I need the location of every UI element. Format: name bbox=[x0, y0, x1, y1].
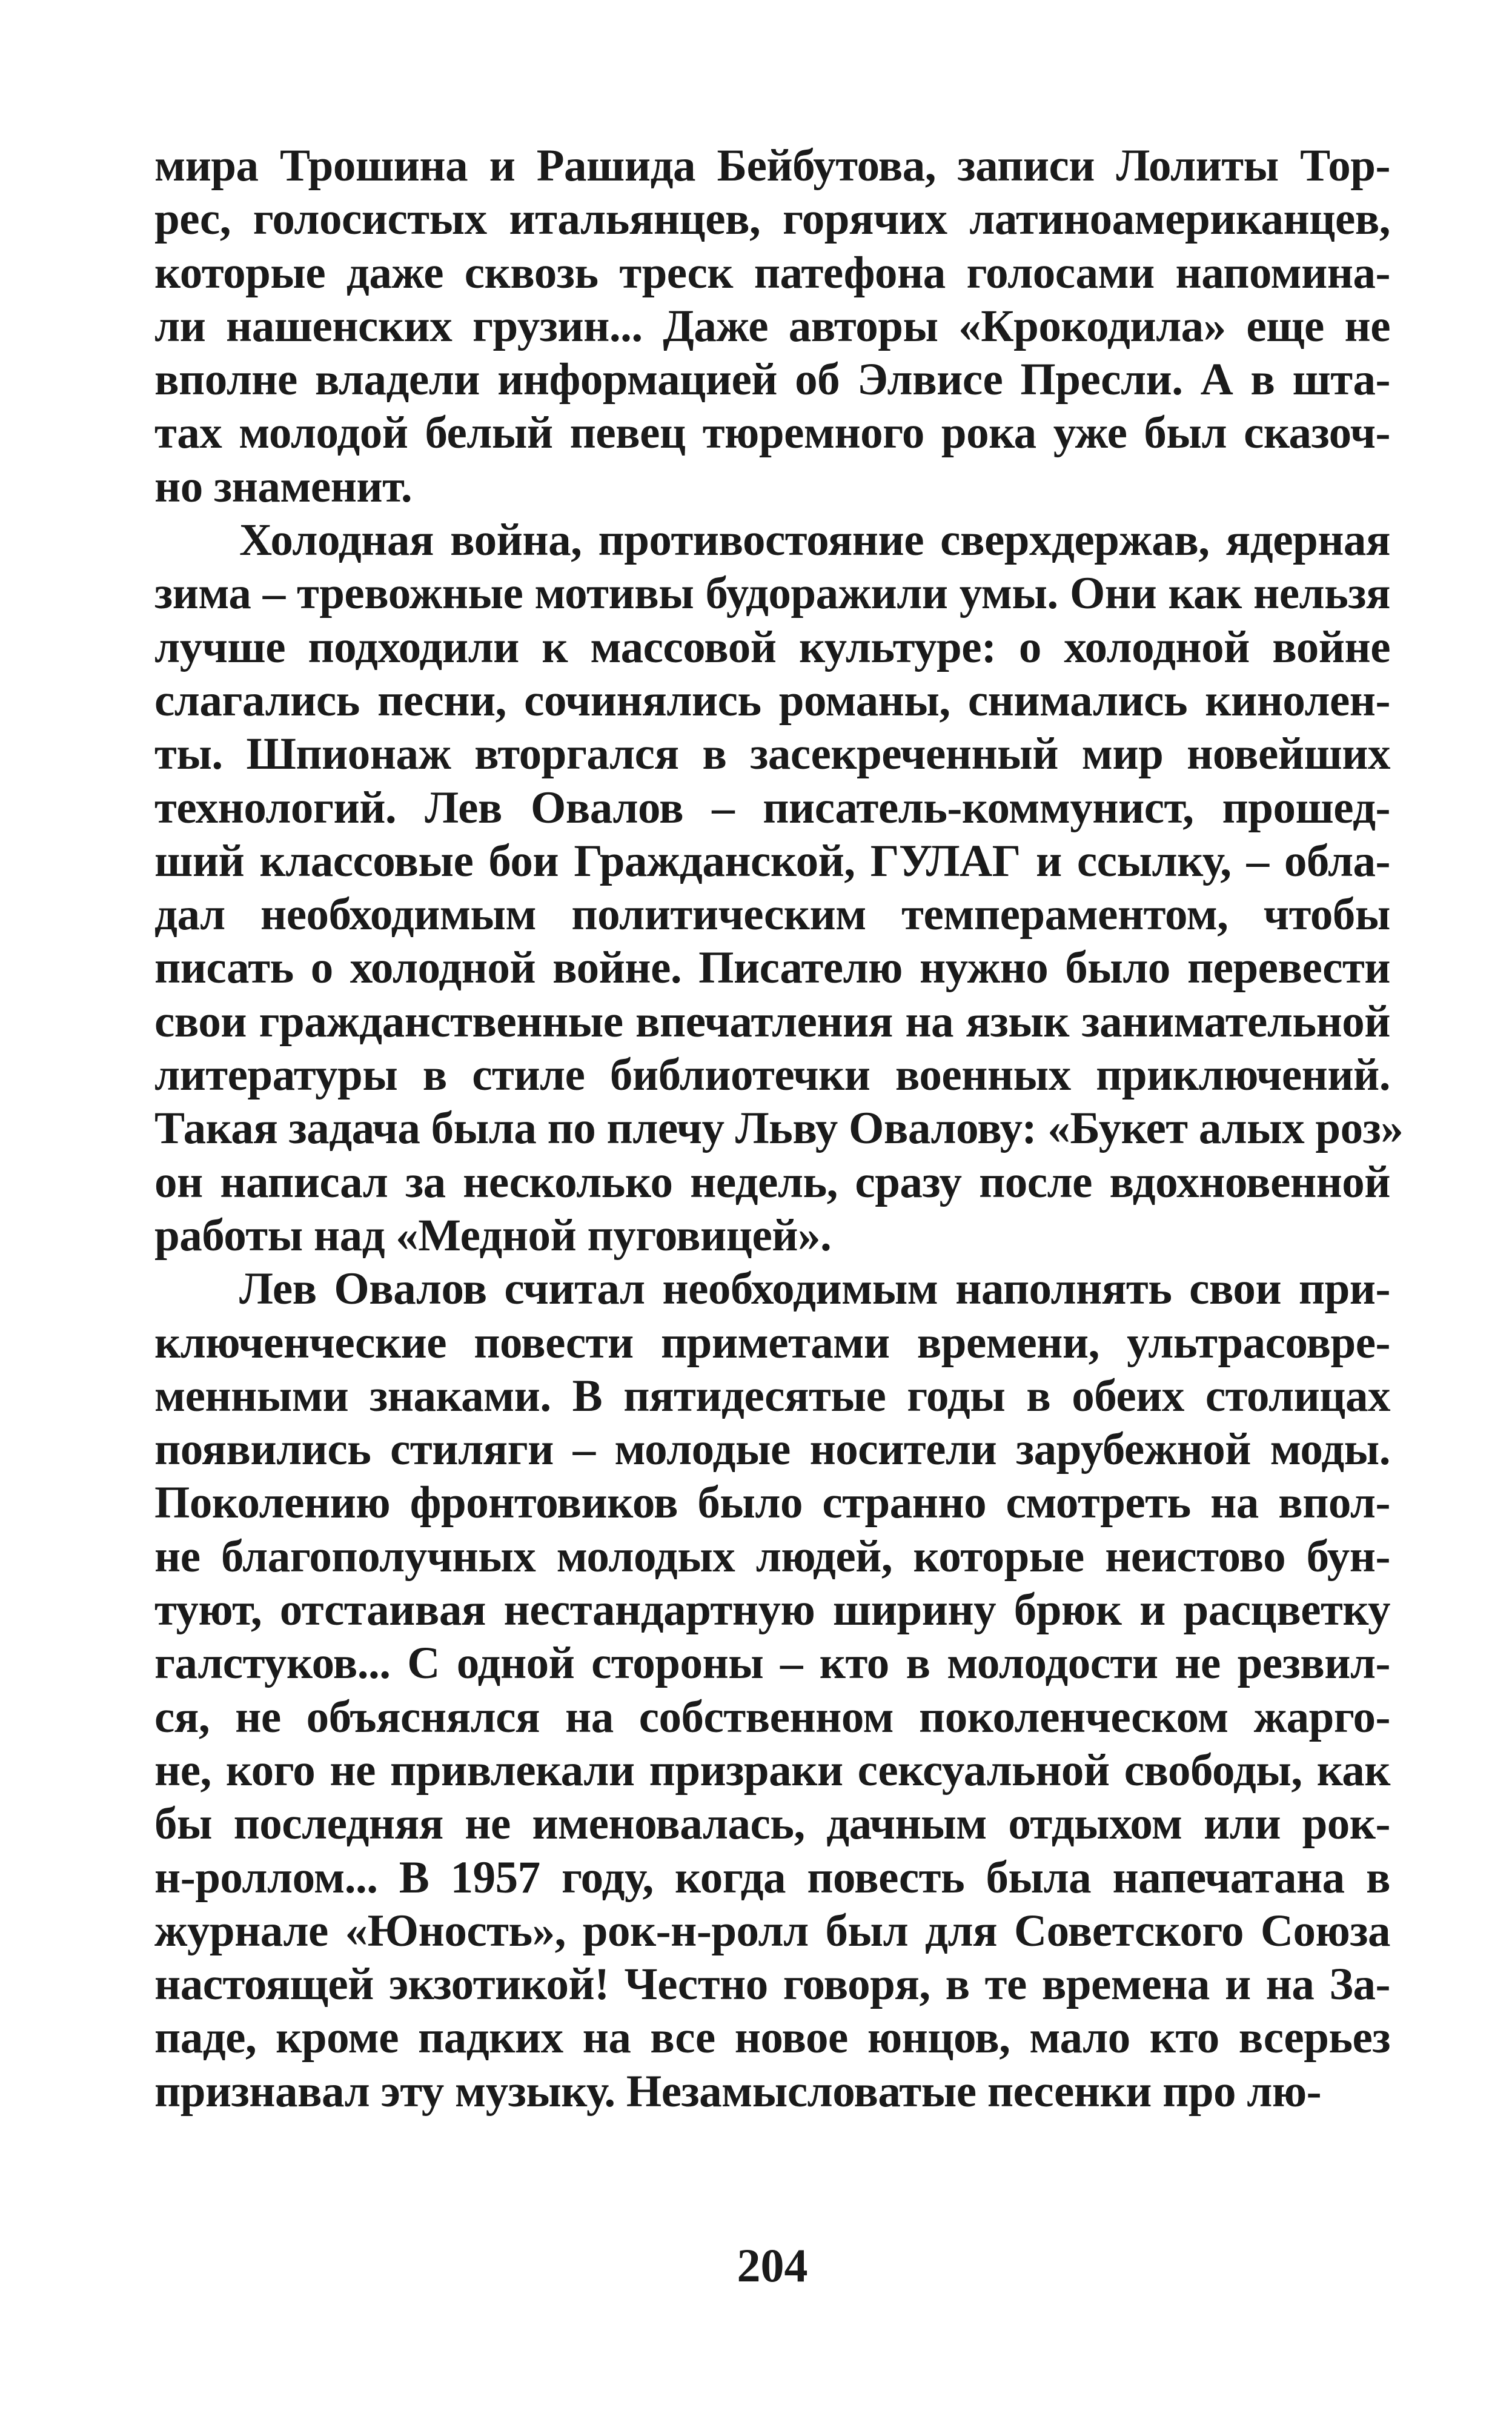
text-line: которые даже сквозь треск патефона голосами напомина- bbox=[154, 247, 1390, 298]
text-line: технологий. Лев Овалов – писатель-коммунист, прошед- bbox=[154, 782, 1390, 833]
text-line: бы последняя не именовалась, дачным отдыхом или рок- bbox=[154, 1799, 1390, 1849]
text-line: рес, голосистых итальянцев, горячих латиноамериканцев, bbox=[154, 194, 1390, 245]
paragraph bbox=[154, 1262, 1390, 2118]
text-line: ключенческие повести приметами времени, ультрасовре- bbox=[154, 1317, 1390, 1368]
text-line: паде, кроме падких на все новое юнцов, мало кто всерьез bbox=[154, 2012, 1390, 2063]
paragraph bbox=[154, 139, 1390, 514]
text-line: Холодная война, противостояние сверхдержав, ядерная bbox=[239, 515, 1390, 566]
text-line: ший классовые бои Гражданской, ГУЛАГ и ссылку, – обла- bbox=[154, 835, 1390, 886]
text-line: настоящей экзотикой! Честно говоря, в те времена и на За- bbox=[154, 1959, 1390, 2010]
text-line: лучше подходили к массовой культуре: о холодной войне bbox=[154, 622, 1390, 672]
text-line: ты. Шпионаж вторгался в засекреченный мир новейших bbox=[154, 729, 1390, 780]
paragraph bbox=[154, 514, 1404, 1262]
text-line: Такая задача была по плечу Льву Овалову: «Букет алых роз» bbox=[154, 1103, 1404, 1154]
text-line: вполне владели информацией об Элвисе Пресли. А в шта- bbox=[154, 354, 1390, 405]
text-line: зима – тревожные мотивы будоражили умы. Они как нельзя bbox=[154, 568, 1390, 619]
text-line: журнале «Юность», рок-н-ролл был для Советского Союза bbox=[154, 1905, 1390, 1956]
body-text bbox=[154, 139, 1404, 2118]
text-line: Лев Овалов считал необходимым наполнять свои при- bbox=[239, 1264, 1390, 1315]
text-line: не благополучных молодых людей, которые неистово бун- bbox=[154, 1531, 1390, 1582]
page-number: 204 bbox=[737, 2239, 808, 2292]
text-line: но знаменит. bbox=[154, 461, 413, 512]
text-line: менными знаками. В пятидесятые годы в обеих столицах bbox=[154, 1370, 1390, 1421]
text-line: ли нашенских грузин... Даже авторы «Крокодила» еще не bbox=[154, 300, 1390, 351]
text-line: появились стиляги – молодые носители зарубежной моды. bbox=[154, 1424, 1390, 1475]
text-line: литературы в стиле библиотечки военных приключений. bbox=[154, 1050, 1390, 1101]
text-line: слагались песни, сочинялись романы, снимались кинолен- bbox=[154, 675, 1390, 726]
text-line: писать о холодной войне. Писателю нужно было перевести bbox=[154, 943, 1390, 993]
text-line: туют, отстаивая нестандартную ширину брюк и расцветку bbox=[154, 1585, 1390, 1636]
text-line: работы над «Медной пуговицей». bbox=[154, 1210, 832, 1261]
text-line: мира Трошина и Рашида Бейбутова, записи Лолиты Тор- bbox=[154, 141, 1390, 191]
text-line: н-роллом... В 1957 году, когда повесть была напечатана в bbox=[154, 1852, 1390, 1903]
text-line: признавал эту музыку. Незамысловатые песенки про лю- bbox=[154, 2066, 1322, 2117]
text-line: дал необходимым политическим темпераментом, чтобы bbox=[154, 889, 1390, 940]
text-line: он написал за несколько недель, сразу после вдохновенной bbox=[154, 1156, 1390, 1207]
text-line: галстуков... С одной стороны – кто в молодости не резвил- bbox=[154, 1638, 1390, 1689]
text-line: свои гражданственные впечатления на язык занимательной bbox=[154, 996, 1390, 1047]
book-page bbox=[154, 139, 1404, 2393]
text-line: Поколению фронтовиков было странно смотреть на впол- bbox=[154, 1478, 1390, 1528]
text-line: ся, не объяснялся на собственном поколенческом жарго- bbox=[154, 1691, 1390, 1742]
text-line: не, кого не привлекали призраки сексуальной свободы, как bbox=[154, 1745, 1390, 1796]
text-line: тах молодой белый певец тюремного рока уже был сказоч- bbox=[154, 408, 1390, 459]
